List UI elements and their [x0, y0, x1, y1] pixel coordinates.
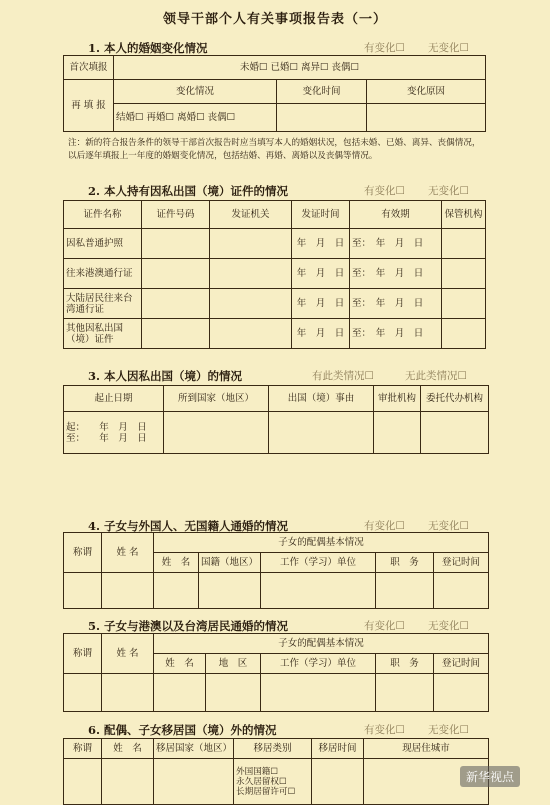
s5-cell[interactable]: [64, 674, 102, 712]
cert-header: 有效期: [350, 201, 442, 229]
section-6-heading: 6. 配偶、子女移居国（境）外的情况: [88, 723, 277, 737]
s4-cell[interactable]: [434, 573, 489, 609]
first-fill-label: 首次填报: [64, 56, 114, 80]
s6-unchanged-checkbox[interactable]: 无变化☐: [428, 724, 469, 736]
s3-no-case-checkbox[interactable]: 无此类情况☐: [405, 370, 467, 382]
s6-cell[interactable]: [64, 759, 102, 805]
travel-table: [63, 385, 489, 454]
cert-header: 证件号码: [142, 201, 210, 229]
s1-unchanged-checkbox[interactable]: 无变化☐: [428, 42, 469, 54]
cert-valid[interactable]: 至： 年 月 日: [350, 319, 442, 349]
relation-header: 称谓: [64, 634, 102, 674]
emig-header: 现居住城市: [364, 739, 489, 759]
emig-type-options[interactable]: [234, 759, 312, 805]
travel-cell[interactable]: [269, 412, 374, 454]
travel-cell[interactable]: [164, 412, 269, 454]
spouse-sub-header: 职 务: [376, 553, 434, 573]
travel-header: 审批机构: [374, 386, 421, 412]
s5-changed-checkbox[interactable]: 有变化☐: [364, 620, 405, 632]
spouse-info-header: 子女的配偶基本情况: [154, 634, 489, 654]
emig-type-option[interactable]: 长期居留许可☐: [236, 786, 296, 797]
s4-cell[interactable]: [154, 573, 199, 609]
cert-header: 发证时间: [292, 201, 350, 229]
cert-cell[interactable]: [210, 289, 292, 319]
change-reason-cell[interactable]: [367, 104, 486, 132]
cert-date[interactable]: 年 月 日: [292, 229, 350, 259]
travel-cell[interactable]: [421, 412, 489, 454]
s5-cell[interactable]: [376, 674, 434, 712]
change-reason-header: 变化原因: [367, 80, 486, 104]
spouse-sub-header: 登记时间: [434, 553, 489, 573]
s5-cell[interactable]: [154, 674, 206, 712]
spouse-info-header: 子女的配偶基本情况: [154, 533, 489, 553]
s4-unchanged-checkbox[interactable]: 无变化☐: [428, 520, 469, 532]
certificate-table: [63, 200, 486, 349]
cert-name: 因私普通护照: [64, 229, 142, 259]
s2-unchanged-checkbox[interactable]: 无变化☐: [428, 185, 469, 197]
spouse-sub-header: 姓 名: [154, 654, 206, 674]
change-time-cell[interactable]: [277, 104, 367, 132]
travel-header: 委托代办机构: [421, 386, 489, 412]
refill-label: 再 填 报: [64, 80, 114, 132]
watermark-logo: 新华视点: [460, 766, 520, 787]
marriage-table: [63, 55, 486, 132]
cert-header: 保管机构: [442, 201, 486, 229]
cert-header: 证件名称: [64, 201, 142, 229]
travel-header: 所到国家（地区）: [164, 386, 269, 412]
cert-cell[interactable]: [210, 259, 292, 289]
spouse-sub-header: 工作（学习）单位: [261, 553, 376, 573]
cert-name: 往来港澳通行证: [64, 259, 142, 289]
cert-valid[interactable]: 至： 年 月 日: [350, 259, 442, 289]
travel-dates[interactable]: [64, 412, 164, 454]
cert-cell[interactable]: [142, 289, 210, 319]
s6-cell[interactable]: [102, 759, 154, 805]
travel-to: 至： 年 月 日: [66, 432, 147, 444]
cert-cell[interactable]: [142, 319, 210, 349]
cert-date[interactable]: 年 月 日: [292, 289, 350, 319]
cert-name: 其他因私出国（境）证件: [64, 319, 142, 349]
spouse-sub-header: 地 区: [206, 654, 261, 674]
s5-cell[interactable]: [261, 674, 376, 712]
cert-cell[interactable]: [210, 319, 292, 349]
s4-cell[interactable]: [199, 573, 261, 609]
emigration-table: [63, 738, 489, 805]
first-fill-options[interactable]: 未婚☐ 已婚☐ 离异☐ 丧偶☐: [114, 56, 486, 80]
page-title: 领导干部个人有关事项报告表（一）: [162, 12, 387, 27]
s5-cell[interactable]: [102, 674, 154, 712]
s3-has-case-checkbox[interactable]: 有此类情况☐: [312, 370, 374, 382]
section-1-heading: 1. 本人的婚姻变化情况: [88, 41, 208, 55]
cert-cell[interactable]: [142, 229, 210, 259]
marriage-note: 注：新的符合报告条件的领导干部首次报告时应当填写本人的婚姻状况，包括未婚、已婚、离异、丧偶情况，以后逐年填报上一年度的婚姻变化情况，包括结婚、再婚、离婚以及丧偶等情况。: [68, 138, 481, 161]
emig-type-option[interactable]: 永久居留权☐: [236, 776, 287, 787]
s4-changed-checkbox[interactable]: 有变化☐: [364, 520, 405, 532]
cert-date[interactable]: 年 月 日: [292, 319, 350, 349]
cert-name: 大陆居民往来台湾通行证: [64, 289, 142, 319]
travel-header: 出国（境）事由: [269, 386, 374, 412]
change-header: 变化情况: [114, 80, 277, 104]
section-3-heading: 3. 本人因私出国（境）的情况: [88, 369, 243, 383]
s1-changed-checkbox[interactable]: 有变化☐: [364, 42, 405, 54]
spouse-sub-header: 职 务: [376, 654, 434, 674]
cert-cell[interactable]: [442, 229, 486, 259]
s6-cell[interactable]: [312, 759, 364, 805]
hk-tw-marriage-table: [63, 633, 489, 712]
cert-cell[interactable]: [210, 229, 292, 259]
change-time-header: 变化时间: [277, 80, 367, 104]
s4-cell[interactable]: [102, 573, 154, 609]
spouse-sub-header: 工作（学习）单位: [261, 654, 376, 674]
cert-cell[interactable]: [442, 289, 486, 319]
section-2-heading: 2. 本人持有因私出国（境）证件的情况: [88, 184, 289, 198]
emig-header: 姓 名: [102, 739, 154, 759]
emig-header: 称谓: [64, 739, 102, 759]
s5-cell[interactable]: [206, 674, 261, 712]
s2-changed-checkbox[interactable]: 有变化☐: [364, 185, 405, 197]
emig-header: 移居时间: [312, 739, 364, 759]
cert-date[interactable]: 年 月 日: [292, 259, 350, 289]
s5-cell[interactable]: [434, 674, 489, 712]
emig-header: 移居国家（地区）: [154, 739, 234, 759]
s5-unchanged-checkbox[interactable]: 无变化☐: [428, 620, 469, 632]
emig-header: 移居类别: [234, 739, 312, 759]
s6-changed-checkbox[interactable]: 有变化☐: [364, 724, 405, 736]
cert-valid[interactable]: 至： 年 月 日: [350, 229, 442, 259]
section-5-heading: 5. 子女与港澳以及台湾居民通婚的情况: [88, 619, 289, 633]
name-header: 姓 名: [102, 634, 154, 674]
refill-options[interactable]: 结婚☐ 再婚☐ 离婚☐ 丧偶☐: [114, 104, 277, 132]
emig-type-option[interactable]: 外国国籍☐: [236, 766, 279, 777]
name-header: 姓 名: [102, 533, 154, 573]
relation-header: 称谓: [64, 533, 102, 573]
cert-cell[interactable]: [442, 319, 486, 349]
cert-cell[interactable]: [142, 259, 210, 289]
cert-header: 发证机关: [210, 201, 292, 229]
cert-cell[interactable]: [442, 259, 486, 289]
travel-header: 起止日期: [64, 386, 164, 412]
section-4-heading: 4. 子女与外国人、无国籍人通婚的情况: [88, 519, 289, 533]
foreign-marriage-table: [63, 532, 489, 609]
spouse-sub-header: 登记时间: [434, 654, 489, 674]
s4-cell[interactable]: [261, 573, 376, 609]
spouse-sub-header: 国籍（地区）: [199, 553, 261, 573]
s4-cell[interactable]: [376, 573, 434, 609]
travel-cell[interactable]: [374, 412, 421, 454]
cert-valid[interactable]: 至： 年 月 日: [350, 289, 442, 319]
travel-from: 起： 年 月 日: [66, 421, 147, 433]
s4-cell[interactable]: [64, 573, 102, 609]
spouse-sub-header: 姓 名: [154, 553, 199, 573]
s6-cell[interactable]: [154, 759, 234, 805]
